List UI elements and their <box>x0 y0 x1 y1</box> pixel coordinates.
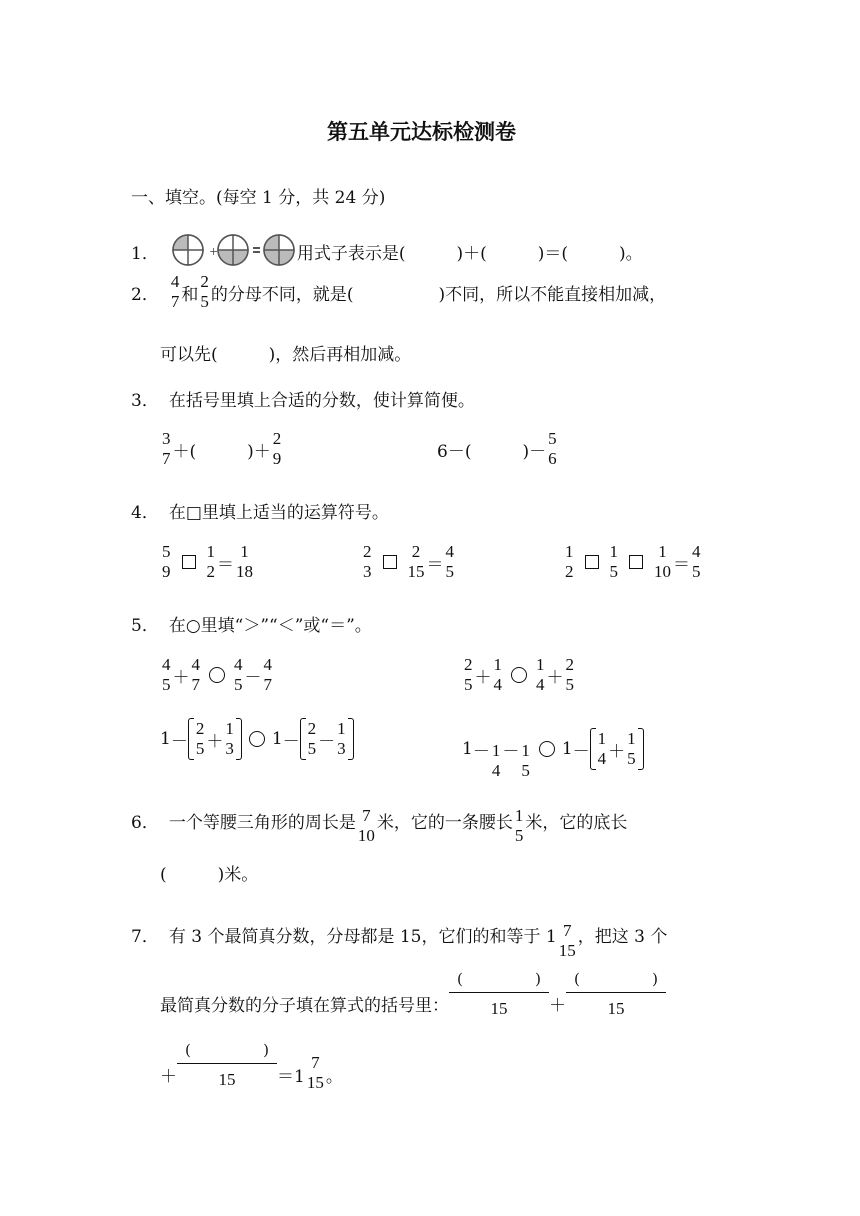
question-2-text: 的分母不同，就是( )不同，所以不能直接相加减， <box>210 284 667 305</box>
fraction: 4 7 <box>191 655 200 694</box>
text: ＝ <box>217 554 234 575</box>
blank-fraction[interactable]: ( ) 15 <box>566 970 666 1019</box>
blank-fraction[interactable]: ( ) 15 <box>177 1041 277 1090</box>
answer-box[interactable] <box>182 555 196 569</box>
minus-sign: － <box>572 741 590 762</box>
question-6 <box>131 795 627 845</box>
question-1 <box>131 234 643 268</box>
text: ＝ <box>426 554 444 575</box>
fraction: 3 7 <box>162 429 171 468</box>
question-3 <box>131 386 475 411</box>
fraction: 2 3 <box>363 542 372 581</box>
q5-expression-2 <box>462 656 576 694</box>
question-number: 7． <box>131 926 159 947</box>
question-number: 4． <box>131 503 159 523</box>
svg-text:+: + <box>208 245 219 258</box>
question-number: 3． <box>131 391 159 411</box>
question-number: 1． <box>131 243 159 264</box>
page-title: 第五单元达标检测卷 <box>327 120 516 144</box>
fraction: 7 15 <box>558 921 576 960</box>
question-2-line2: 可以先( )，然后再相加减。 <box>160 345 412 365</box>
compare-circle[interactable] <box>511 667 527 683</box>
fraction: 2 5 <box>464 655 473 694</box>
bracket-group: 2 5 ＋ 1 3 <box>188 718 242 760</box>
fraction: 4 5 <box>234 655 243 694</box>
q5-expression-1 <box>160 656 274 694</box>
fraction: 5 9 <box>162 542 171 581</box>
fraction: 5 6 <box>548 429 557 468</box>
fraction: 1 2 <box>206 542 215 581</box>
fraction: 2 9 <box>272 429 282 468</box>
plus-sign: ＋ <box>160 1066 177 1087</box>
minus-sign: － <box>472 741 490 762</box>
fraction: 1 5 <box>521 741 530 780</box>
question-number: 2． <box>131 284 159 305</box>
text: ＝ <box>673 554 690 575</box>
answer-box[interactable] <box>585 555 599 569</box>
compare-circle[interactable] <box>209 667 225 683</box>
question-number: 5． <box>131 616 159 636</box>
fraction: 2 5 <box>565 655 574 694</box>
q4-expression-2 <box>361 543 456 581</box>
text: 一个等腰三角形的周长是 <box>168 812 356 833</box>
compare-circle[interactable] <box>539 741 555 757</box>
text: 1 <box>160 729 171 749</box>
q3-expression-1 <box>160 430 283 468</box>
fraction: 1 4 <box>491 741 501 780</box>
bracket-group: 2 5 － 1 3 <box>300 718 354 760</box>
fraction: 1 4 <box>493 655 502 694</box>
text: 米，它的一条腰长 <box>376 812 513 833</box>
fraction: 4 5 <box>692 542 701 581</box>
compare-circle[interactable] <box>249 731 265 747</box>
fraction: 2 15 <box>407 542 425 581</box>
fraction: 4 5 <box>162 655 171 694</box>
plus-sign: ＋ <box>549 996 566 1016</box>
text: 米，它的底长 <box>525 812 628 833</box>
question-5-text: 在○里填“＞”“＜”或“＝”。 <box>168 616 372 636</box>
q5-expression-4 <box>462 718 644 780</box>
question-7-line3 <box>160 1038 343 1092</box>
fraction: 1 2 <box>565 542 574 581</box>
q4-expression-3 <box>563 543 703 581</box>
fraction: 7 15 <box>306 1053 324 1092</box>
plus-sign: ＋ <box>546 667 564 688</box>
question-5 <box>131 611 372 636</box>
section-heading: 一、填空。(每空 1 分，共 24 分) <box>131 188 386 208</box>
question-7 <box>131 908 667 960</box>
minus-sign: － <box>244 667 262 688</box>
minus-sign: － <box>170 731 188 752</box>
question-4-text: 在□里填上适当的运算符号。 <box>168 503 389 523</box>
q4-expression-1 <box>160 543 255 581</box>
fraction: 1 5 <box>514 806 524 845</box>
text: 6－( )－ <box>437 441 547 462</box>
answer-box[interactable] <box>629 555 643 569</box>
fraction: 2 5 <box>200 272 209 311</box>
plus-sign: ＋ <box>474 667 492 688</box>
question-1-text: 用式子表示是( )＋( )＝( )。 <box>296 243 643 264</box>
text: 和 <box>181 284 199 305</box>
question-3-text: 在括号里填上合适的分数，使计算简便。 <box>168 391 475 411</box>
fraction: 1 4 <box>536 655 545 694</box>
question-6-line2: ( )米。 <box>160 865 259 885</box>
fraction: 1 5 <box>609 542 618 581</box>
text: 有 3 个最简真分数，分母都是 15，它们的和等于 1 <box>168 926 557 947</box>
text: 。 <box>325 1066 343 1087</box>
question-2 <box>131 273 666 311</box>
answer-box[interactable] <box>383 555 397 569</box>
minus-sign: － <box>502 741 520 762</box>
question-7-line2 <box>160 970 666 1019</box>
text: 最简真分数的分子填在算式的括号里： <box>160 996 449 1016</box>
minus-sign: － <box>282 731 300 752</box>
fraction: 1 18 <box>236 542 253 581</box>
blank-fraction[interactable]: ( ) 15 <box>449 970 549 1019</box>
text: ＋( )＋ <box>172 441 271 462</box>
text: 1 <box>561 739 573 759</box>
fraction: 7 10 <box>357 806 375 845</box>
fraction-circles-figure <box>171 234 297 268</box>
bracket-group: 1 4 ＋ 1 5 <box>590 728 644 770</box>
question-number: 6． <box>131 812 159 833</box>
fraction: 4 5 <box>445 542 454 581</box>
text: ＝1 <box>277 1066 305 1087</box>
text: 1 <box>462 739 473 759</box>
q3-expression-2 <box>437 430 559 468</box>
fraction: 4 7 <box>170 272 180 311</box>
question-4 <box>131 498 389 523</box>
text: ，把这 3 个 <box>577 926 668 947</box>
text: 1 <box>271 729 283 749</box>
fraction: 4 7 <box>263 655 272 694</box>
q5-expression-3 <box>160 718 354 760</box>
plus-sign: ＋ <box>172 667 190 688</box>
fraction: 1 10 <box>654 542 671 581</box>
